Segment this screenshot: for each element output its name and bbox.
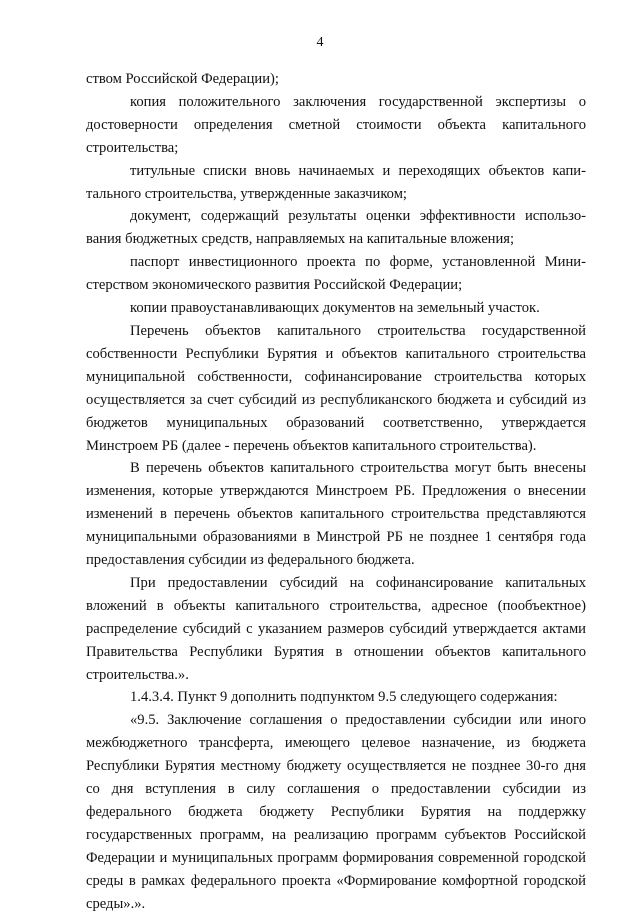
paragraph-subpoint-9-5: «9.5. Заключение соглашения о предоставлении субсидии или иного межбюджетного трансферта, имеющего целевое назначение, из бюджета Республики Бурятия местному бюджету осуществляется не позднее 30-го дня со дня вступления в силу соглашения о предоставлении субсидии из федерального бюджета бюджету Республики Бурятия на поддержку государственных программ, на реализацию программ субъектов Российской Федерации и муниципальных программ формирования современной городской среды в рамках федерального проекта «Формирование комфортной городской среды».». [86, 712, 586, 912]
paragraph-investment-passport: паспорт инвестиционного проекта по форме, установленной Министерством экономического развития Российской Федерации; [86, 254, 586, 294]
paragraph-continuation: ством Российской Федерации); [86, 71, 279, 87]
paragraph-efficiency-document: документ, содержащий результаты оценки эффективности использования бюджетных средств, направляемых на капитальные вложения; [86, 208, 586, 248]
paragraph-objects-list: Перечень объектов капитального строительства государственной собственности Республики Бурятия и объектов капитального строительства муниципальной собственности, софинансирование строительства которых осуществляется за счет субсидий из республиканского бюджета и субсидий из бюджетов муниципальных образований соответственно, утверждается Минстроем РБ (далее - перечень объектов капитального строительства). [86, 322, 586, 454]
paragraph-amendment-1-4-3-4: 1.4.3.4. Пункт 9 дополнить подпунктом 9.5 следующего содержания: [130, 689, 558, 706]
paragraph-subsidy-distribution: При предоставлении субсидий на софинансирование капитальных вложений в объекты капитального строительства, адресное (пообъектное) распределение субсидий с указанием размеров субсидий утверждается актами Правительства Республики Бурятия в отношении объектов капитального строительства.». [86, 574, 586, 683]
paragraph-title-lists: титульные списки вновь начинаемых и переходящих объектов капитального строительства, утвержденные заказчиком; [86, 162, 586, 202]
paragraph-land-documents: копии правоустанавливающих документов на земельный участок. [130, 300, 540, 317]
paragraph-expertise-copy: копия положительного заключения государственной экспертизы о достоверности определения сметной стоимости объекта капитального строительства; [86, 93, 586, 156]
page-number: 4 [316, 35, 324, 50]
paragraph-list-changes: В перечень объектов капитального строительства могут быть внесены изменения, которые утверждаются Минстроем РБ. Предложения о внесении изменений в перечень объектов капитального строительства представляются муниципальными образованиями в Минстрой РБ не позднее 1 сентября года предоставления субсидии из федерального бюджета. [86, 460, 586, 569]
document-body [86, 68, 586, 916]
